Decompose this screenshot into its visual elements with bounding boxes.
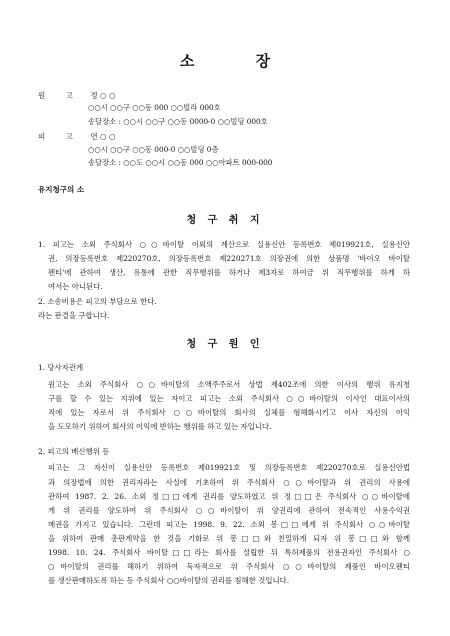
plaintiff-service-address: 송달장소 : ○○시 ○○구 ○○동 0000-0 ○○빌딩 000호 (88, 117, 268, 126)
section1-title: 1. 당사자관계 (38, 363, 84, 372)
purpose-line: 펜티'에 관하여 생산, 유통에 관한 직무행위를 하거나 제3자로 하여금 위 직무행위를 하게 하 (48, 268, 410, 277)
purpose-heading: 청 구 취 지 (186, 215, 264, 226)
plaintiff-role: 원 고 (38, 91, 82, 100)
document-title: 소 장 (179, 52, 299, 70)
section2-line: 1998. 10. 24. 주식회사 바이탈□□라는 회사를 설립한 뒤 특허제품의 전용권자인 주식회사 ○ (48, 548, 410, 557)
purpose-line: 권, 의장등록번호 제220270호, 의장등록번호 제220271호 의장권에 의한 상품명 '바이오 바이탈 (48, 254, 410, 263)
section2-line: 메권을 가지고 있습니다. 그런데 피고는 1998. 9. 22. 소외 봉□□에게 위 주식회사 ○○바이탈 (48, 520, 410, 529)
section2-title: 2. 피고의 배신행위 등 (38, 447, 110, 456)
purpose-line: 1. 피고는 소외 주식회사 ○○바이탈 이외의 계산으로 실용신안 등록번호 제019921호, 실용신안 (38, 240, 410, 249)
defendant-service-address: 송달장소 : ○○도 ○○시 ○○동 000 ○○아파트 000-000 (88, 158, 273, 167)
section1-line: 구를 할 수 있는 지위에 있는 자이고 피고는 소외 주식회사 ○○바이탈의 이사인 대표이사의 (48, 394, 410, 403)
defendant-address: ○○시 ○○구 ○○동 000-0 ○○빌딩 0층 (88, 145, 219, 154)
section2-line: 과 의장법에 의한 권리자라는 사실에 기초하여 위 주식회사 ○○바이탈과 위 권리의 사용에 (48, 478, 410, 487)
plaintiff-address: ○○시 ○○구 ○○동 000 ○○빌라 000호 (88, 103, 221, 112)
cause-heading: 청 구 원 인 (186, 339, 264, 350)
plaintiff-name: 정 ○ ○ (90, 91, 116, 100)
claim-type: 유지청구의 소 (38, 185, 85, 194)
purpose-line: 여서는 아니된다. (48, 282, 103, 291)
defendant-name: 연 ○ ○ (90, 132, 116, 141)
section2-line: ○바이탈의 권리를 해하기 위하여 독자적으로 위 주식회사 ○○바이탈의 제품인 바이오펜티 (48, 562, 410, 571)
plaintiff-line (38, 90, 116, 101)
section2-line: 을 위하여 판매 총판계약을 한 것을 기화로 위 봉□□와 친밀하게 되자 위 봉□□와 함께 (48, 534, 410, 543)
purpose-line: 2. 소송비용은 피고의 부담으로 한다. (38, 297, 157, 306)
section2-line: 관하여 1987. 2. 26. 소외 정□□에게 권리를 양도하였고 위 정□□은 주식회사 ○○바이탈에 (48, 492, 410, 501)
section1-line: 을 도모하기 위하여 회사의 이익에 반하는 행위를 하고 있는 자입니다. (48, 422, 272, 431)
section1-line: 원고는 소외 주식회사 ○○바이탈의 소액주주로서 상법 제402조에 의한 이사의 행위 유지청 (48, 380, 410, 389)
section2-line: 피고는 그 자신이 실용신안 등록번호 제019921호 및 의장등록번호 제220270호로 실용신안법 (48, 463, 410, 472)
defendant-role: 피 고 (38, 132, 82, 141)
section2-line: 게 위 권리를 양도하여 위 주식회사 ○○바이탈이 위 양권리에 관하여 전속적인 사용수익권 (48, 506, 410, 515)
defendant-line (38, 131, 116, 142)
section1-line: 직에 있는 자로서 위 주식회사 ○○바이탈의 회사의 실체를 형해화시키고 이사 자신의 이익 (48, 408, 410, 417)
purpose-closing: 라는 판결을 구합니다. (38, 311, 110, 320)
section2-line: 를 생산판매하도록 하는 등 주식회사 ○○바이탈의 권리를 침해한 것입니다. (48, 576, 290, 585)
